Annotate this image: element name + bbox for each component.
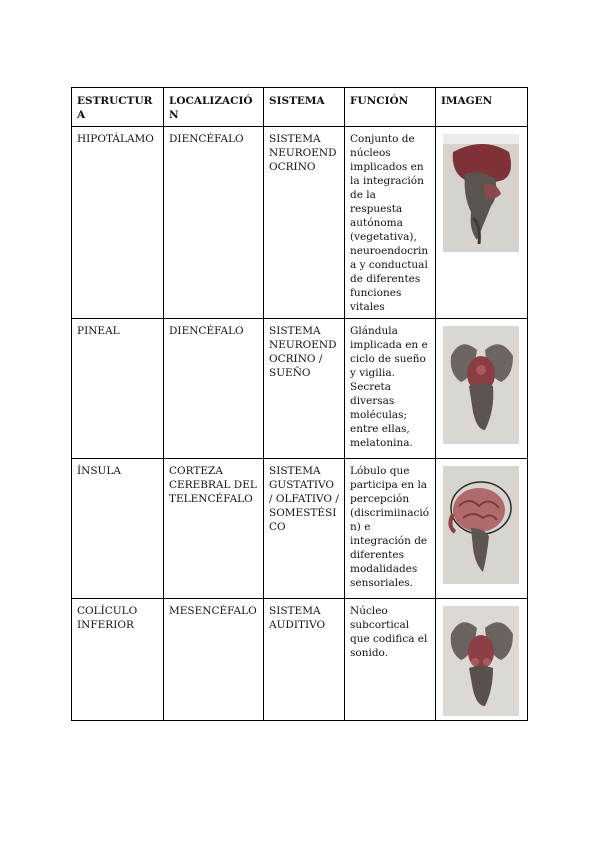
cell-localizacion: DIENCÉFALO: [164, 127, 264, 319]
header-funcion: FUNCIÓN: [345, 88, 436, 127]
inferior-colliculus-brain-model-photo: [443, 606, 519, 716]
table-row: [72, 319, 528, 459]
table-row: [72, 127, 528, 319]
cell-funcion: Lóbulo que participa en la percepción (discrimiinación) e integración de diferentes modalidades sensoriales.: [345, 459, 436, 599]
cell-sistema: SISTEMA NEUROENDOCRINO / SUEÑO: [264, 319, 345, 459]
cell-estructura: PINEAL: [72, 319, 164, 459]
cell-localizacion: CORTEZA CEREBRAL DEL TELENCÉFALO: [164, 459, 264, 599]
cell-imagen: [436, 319, 528, 459]
cell-funcion: Núcleo subcortical que codifica el sonido.: [345, 599, 436, 721]
cell-sistema: SISTEMA GUSTATIVO / OLFATIVO / SOMESTÉSICO: [264, 459, 345, 599]
insula-brain-model-photo: [443, 466, 519, 584]
cell-imagen: [436, 599, 528, 721]
table-row: [72, 599, 528, 721]
header-sistema: SISTEMA: [264, 88, 345, 127]
table-row: [72, 459, 528, 599]
hypothalamus-brain-model-photo: [443, 134, 519, 252]
cell-estructura: HIPOTÁLAMO: [72, 127, 164, 319]
cell-funcion: Glándula implicada en e ciclo de sueño y vigilia. Secreta diversas moléculas; entre ellas, melatonina.: [345, 319, 436, 459]
header-localizacion: LOCALIZACIÓN: [164, 88, 264, 127]
cell-estructura: COLÍCULO INFERIOR: [72, 599, 164, 721]
header-imagen: IMAGEN: [436, 88, 528, 127]
pineal-brain-model-photo: [443, 326, 519, 444]
cell-estructura: ÍNSULA: [72, 459, 164, 599]
header-estructura: ESTRUCTURA: [72, 88, 164, 127]
cell-localizacion: DIENCÉFALO: [164, 319, 264, 459]
cell-imagen: [436, 127, 528, 319]
cell-localizacion: MESENCÉFALO: [164, 599, 264, 721]
cell-sistema: SISTEMA NEUROENDOCRINO: [264, 127, 345, 319]
cell-imagen: [436, 459, 528, 599]
anatomy-table: [71, 87, 528, 721]
cell-funcion: Conjunto de núcleos implicados en la integración de la respuesta autónoma (vegetativa), neuroendocrina y conductual de diferentes funciones vitales: [345, 127, 436, 319]
cell-sistema: SISTEMA AUDITIVO: [264, 599, 345, 721]
table-header-row: [72, 88, 528, 127]
